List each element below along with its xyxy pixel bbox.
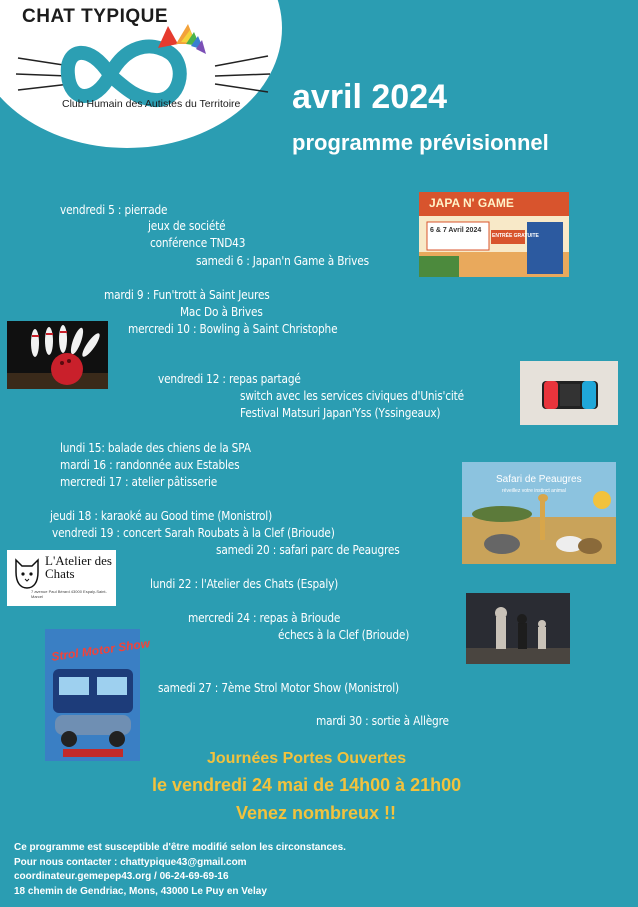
program-line: mardi 30 : sortie à Allègre [316,714,449,728]
program-line: samedi 27 : 7ème Strol Motor Show (Monistrol) [158,681,399,695]
program-line: conférence TND43 [150,236,246,250]
program-line: mardi 9 : Fun'trott à Saint Jeures [104,288,270,302]
program-line: Festival Matsuri Japan'Yss (Yssingeaux) [240,406,441,420]
japan-game-brand: JAPA N' GAME [429,196,514,210]
page-title: avril 2024 [292,78,448,116]
safari-poster [462,462,616,564]
program-line: vendredi 5 : pierrade [60,203,168,217]
atelier-name: L'Atelier des Chats [45,553,112,581]
chess-photo [466,593,570,664]
open-days-invite: Venez nombreux !! [236,803,397,823]
switch-photo [520,361,618,425]
bowling-pins-image [7,321,108,389]
japan-game-poster [419,192,569,277]
program-line: Mac Do à Brives [180,305,263,319]
program-line: vendredi 19 : concert Sarah Roubats à la Clef (Brioude) [52,526,335,540]
footer-coordinator: coordinateur.gemepep43.org / 06-24-69-69-16 [14,871,229,882]
safari-brand: Safari de Peaugres [496,474,582,485]
nintendo-switch-image [520,361,618,425]
page-subtitle: programme prévisionnel [292,130,549,155]
motor-show-poster [45,629,151,761]
program-line: samedi 6 : Japan'n Game à Brives [196,254,369,268]
open-days-date: le vendredi 24 mai de 14h00 à 21h00 [152,775,462,795]
footer-contact: Pour nous contacter : chattypique43@gmail.com [14,857,247,868]
safari-tagline: réveillez votre instinct animal [502,488,566,494]
logo-tagline: Club Humain des Autistes du Territoire [62,98,241,110]
program-line: lundi 15: balade des chiens de la SPA [60,441,251,455]
program-line: samedi 20 : safari parc de Peaugres [216,543,400,557]
program-line: mercredi 10 : Bowling à Saint Christophe [128,322,338,336]
open-days-title: Journées Portes Ouvertes [207,750,407,767]
program-line: échecs à la Clef (Brioude) [278,628,410,642]
program-line: mercredi 24 : repas à Brioude [188,611,341,625]
atelier-des-chats-logo [7,550,116,606]
logo-name: CHAT TYPIQUE [22,6,169,27]
atelier-address: 7 avenue Paul Bérard 43000 Espaly-Saint-Marcel [31,589,107,599]
footer-disclaimer: Ce programme est susceptible d'être modifié selon les circonstances. [14,842,346,853]
bowling-photo [7,321,108,389]
program-line: mercredi 17 : atelier pâtisserie [60,475,218,489]
motor-show-name: Strol Motor Show [50,636,151,664]
japan-game-tag: ENTRÉE GRATUITE [492,233,539,239]
footer-address: 18 chemin de Gendriac, Mons, 43000 Le Puy en Velay [14,886,267,897]
chess-pieces-image [466,593,570,664]
program-line: switch avec les services civiques d'Unis'cité [240,389,464,403]
program-line: jeux de société [148,219,226,233]
program-line: vendredi 12 : repas partagé [158,372,301,386]
cat-icon [10,554,44,594]
program-line: mardi 16 : randonnée aux Estables [60,458,240,472]
program-line: jeudi 18 : karaoké au Good time (Monistrol) [50,509,273,523]
japan-game-dates: 6 & 7 Avril 2024 [430,227,482,234]
program-line: lundi 22 : l'Atelier des Chats (Espaly) [150,577,339,591]
